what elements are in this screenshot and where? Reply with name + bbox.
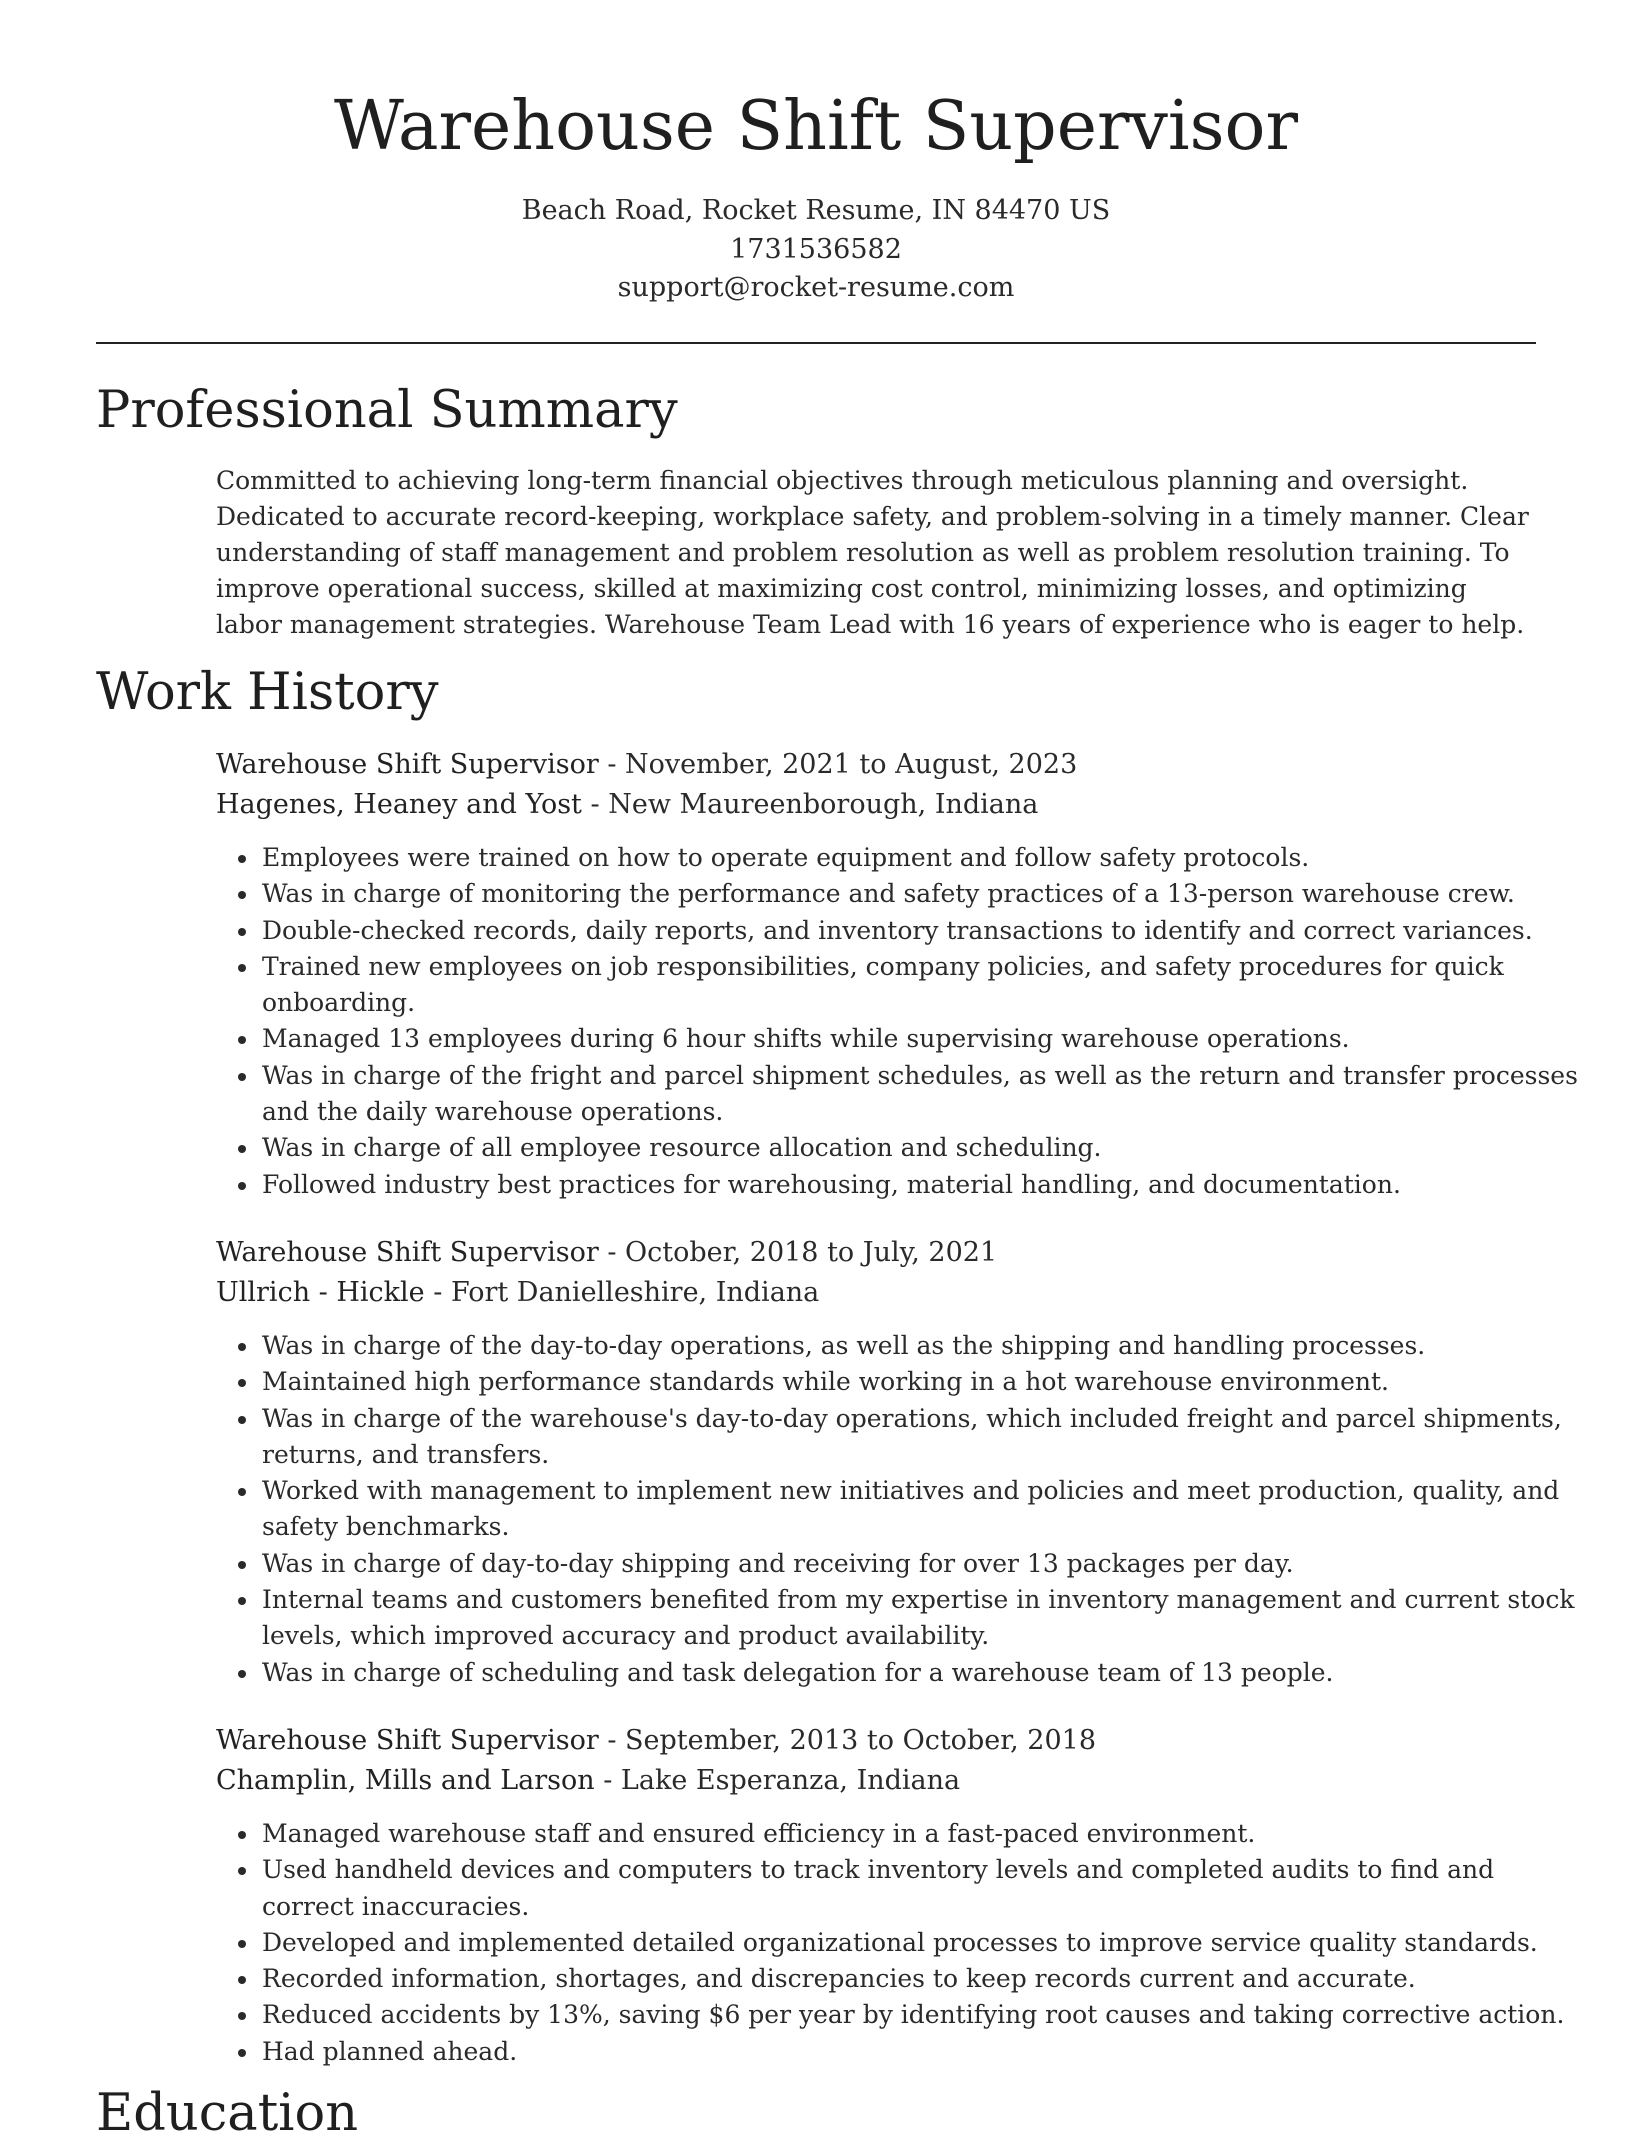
job-1-bullet: • Double-checked records, daily reports, and inventory transactions to identify and correct variances. — [260, 913, 1580, 949]
job-3-bullet: • Used handheld devices and computers to track inventory levels and completed audits to find and correct inaccuracies. — [260, 1852, 1580, 1925]
resume-name: Warehouse Shift Supervisor — [334, 87, 1298, 166]
job-2-location: - Fort Danielleshire, Indiana — [424, 1277, 820, 1308]
job-2-bullet: • Was in charge of the day-to-day operations, as well as the shipping and handling processes. — [260, 1328, 1580, 1364]
contact-email: support@rocket-resume.com — [617, 272, 1015, 303]
job-2-bullet: • Worked with management to implement new initiatives and policies and meet production, quality, and safety benchmarks. — [260, 1473, 1580, 1546]
job-1-title: Warehouse Shift Supervisor — [216, 749, 599, 780]
job-1-company-line — [216, 786, 1038, 824]
job-1-bullet: • Was in charge of the fright and parcel shipment schedules, as well as the return and transfer processes and the daily warehouse operations. — [260, 1058, 1580, 1131]
job-2-bullet: • Was in charge of day-to-day shipping and receiving for over 13 packages per day. — [260, 1546, 1580, 1582]
job-2-title: Warehouse Shift Supervisor — [216, 1237, 599, 1268]
job-2-bullet: • Was in charge of scheduling and task delegation for a warehouse team of 13 people. — [260, 1655, 1580, 1691]
job-1-dates: - November, 2021 to August, 2023 — [598, 749, 1078, 780]
job-3-dates: - September, 2013 to October, 2018 — [598, 1725, 1097, 1756]
job-1-bullets — [216, 840, 1580, 1203]
job-3-title-line — [216, 1722, 1096, 1760]
contact-address: Beach Road, Rocket Resume, IN 84470 US — [521, 195, 1111, 226]
job-1-title-line — [216, 746, 1077, 784]
summary-text: Committed to achieving long-term financial objectives through meticulous planning and oversight. Dedicated to accurate record-keeping, workplace safety, and problem-solving in a timely manner. Clear understanding of staff management and problem resolution as well as problem resolution training. To improve operational success, skilled at maximizing cost control, minimizing losses, and optimizing labor management strategies. Warehouse Team Lead with 16 years of experience who is eager to help. — [216, 466, 1529, 639]
job-1-company: Hagenes, Heaney and Yost — [216, 789, 582, 820]
job-3-bullets — [216, 1816, 1580, 2070]
header-divider — [96, 342, 1536, 344]
job-3-bullet: • Developed and implemented detailed organizational processes to improve service quality standards. — [260, 1925, 1580, 1961]
job-2-bullets — [216, 1328, 1580, 1691]
job-1-bullet: • Followed industry best practices for warehousing, material handling, and documentation. — [260, 1167, 1580, 1203]
education-heading: Education — [96, 2084, 359, 2143]
job-2-company: Ullrich - Hickle — [216, 1277, 425, 1308]
job-3-company-line — [216, 1762, 960, 1800]
job-1-bullet: • Was in charge of all employee resource allocation and scheduling. — [260, 1130, 1580, 1166]
job-1-bullet: • Trained new employees on job responsibilities, company policies, and safety procedures for quick onboarding. — [260, 949, 1580, 1022]
summary-heading: Professional Summary — [96, 381, 678, 440]
job-3-bullet: • Managed warehouse staff and ensured efficiency in a fast-paced environment. — [260, 1816, 1580, 1852]
job-3-location: - Lake Esperanza, Indiana — [594, 1765, 961, 1796]
job-1-bullet: • Managed 13 employees during 6 hour shifts while supervising warehouse operations. — [260, 1021, 1580, 1057]
job-1-bullet: • Was in charge of monitoring the performance and safety practices of a 13-person warehouse crew. — [260, 876, 1580, 912]
job-3-bullet: • Had planned ahead. — [260, 2034, 1580, 2070]
contact-phone: 1731536582 — [730, 234, 902, 265]
job-1-bullet: • Employees were trained on how to operate equipment and follow safety protocols. — [260, 840, 1580, 876]
job-2-bullet: • Maintained high performance standards while working in a hot warehouse environment. — [260, 1364, 1580, 1400]
job-2-bullet: • Was in charge of the warehouse's day-to-day operations, which included freight and parcel shipments, returns, and transfers. — [260, 1401, 1580, 1474]
job-2-bullet: • Internal teams and customers benefited from my expertise in inventory management and current stock levels, which improved accuracy and product availability. — [260, 1582, 1580, 1655]
work-history-heading: Work History — [96, 663, 439, 722]
job-2-title-line — [216, 1234, 997, 1272]
job-3-company: Champlin, Mills and Larson — [216, 1765, 595, 1796]
job-3-bullet: • Recorded information, shortages, and discrepancies to keep records current and accurate. — [260, 1961, 1580, 1997]
job-2-dates: - October, 2018 to July, 2021 — [598, 1237, 998, 1268]
job-2-company-line — [216, 1274, 819, 1312]
job-3-bullet: • Reduced accidents by 13%, saving $6 per year by identifying root causes and taking corrective action. — [260, 1997, 1580, 2033]
job-3-title: Warehouse Shift Supervisor — [216, 1725, 599, 1756]
job-1-location: - New Maureenborough, Indiana — [581, 789, 1039, 820]
